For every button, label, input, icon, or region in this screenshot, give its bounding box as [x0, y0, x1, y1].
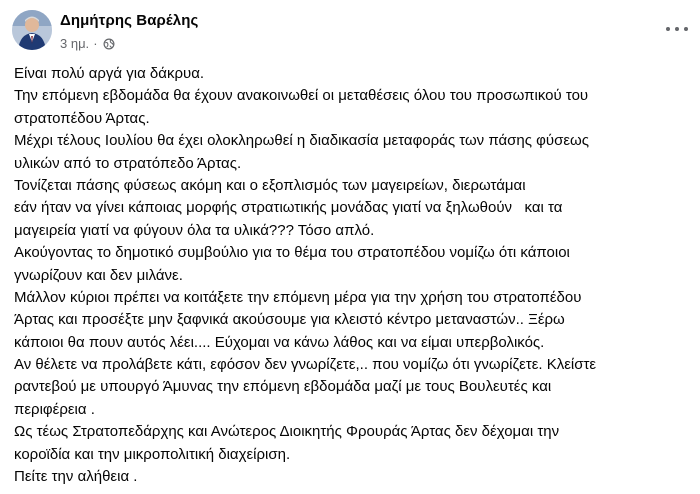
post-text-line: Μέχρι τέλους Ιουλίου θα έχει ολοκληρωθεί η διαδικασία μεταφοράς των πάσης φύσεως	[14, 132, 589, 150]
post-text-line: Μάλλον κύριοι πρέπει να κοιτάξετε την επόμενη μέρα για την χρήση του στρατοπέδου	[14, 288, 582, 306]
post-text-line: Αν θέλετε να προλάβετε κάτι, εφόσον δεν γνωρίζετε,.. που νομίζω ότι γνωρίζετε. Κλείστε	[14, 356, 597, 374]
post-text-line: υλικών από το στρατόπεδο Άρτας.	[14, 154, 242, 172]
post-timestamp[interactable]: 3 ημ.	[60, 36, 90, 51]
post-text-line: Τονίζεται πάσης φύσεως ακόμη και ο εξοπλισμός των μαγειρείων, διερωτάμαι	[14, 176, 526, 194]
more-options-icon[interactable]	[666, 22, 688, 36]
post-text-line: Ως τέως Στρατοπεδάρχης και Ανώτερος Διοικητής Φρουράς Άρτας δεν δέχομαι την	[14, 423, 560, 441]
post-text-line: στρατοπέδου Άρτας.	[14, 109, 150, 127]
author-name[interactable]: Δημήτρης Βαρέλης	[60, 12, 199, 29]
post-text-line: περιφέρεια .	[14, 400, 95, 418]
more-dot	[666, 27, 670, 31]
post-text-line: γνωρίζουν και δεν μιλάνε.	[14, 266, 183, 284]
post-text-line: Πείτε την αλήθεια .	[14, 468, 138, 486]
post-text-line: ραντεβού με υπουργό Άμυνας την επόμενη εβδομάδα μαζί με τους Βουλευτές και	[14, 378, 552, 396]
post-text-line: Την επόμενη εβδομάδα θα έχουν ανακοινωθεί οι μεταθέσεις όλου του προσωπικού του	[14, 87, 589, 105]
globe-icon[interactable]	[103, 38, 115, 50]
more-dot	[675, 27, 679, 31]
post-text-line: Ακούγοντας το δημοτικό συμβούλιο για το θέμα του στρατοπέδου νομίζω ότι κάποιοι	[14, 244, 570, 262]
post-header	[12, 10, 688, 56]
post-meta	[60, 36, 115, 51]
avatar-image	[12, 10, 52, 50]
post-text-line: Είναι πολύ αργά για δάκρυα.	[14, 65, 205, 82]
meta-separator: ·	[93, 36, 98, 51]
post-text-line: κοροϊδία και την μικροπολιτική διαχείριση.	[14, 445, 291, 463]
post-text	[14, 63, 690, 488]
post-text-line: Άρτας και προσέξτε μην ξαφνικά ακούσουμε για κλειστό κέντρο μεταναστών.. Ξέρω	[14, 311, 565, 329]
avatar[interactable]	[12, 10, 52, 50]
post-text-line: κάποιοι θα πουν αυτός λέει.... Εύχομαι να κάνω λάθος και να είμαι υπερβολικός.	[14, 333, 545, 351]
more-dot	[684, 27, 688, 31]
post-text-line: μαγειρεία γιατί να φύγουν όλα τα υλικά??? Τόσο απλό.	[14, 221, 375, 239]
post-text-line: εάν ήταν να γίνει κάποιας μορφής στρατιωτικής μονάδας γιατί να ξηλωθούν και τα	[14, 199, 563, 217]
